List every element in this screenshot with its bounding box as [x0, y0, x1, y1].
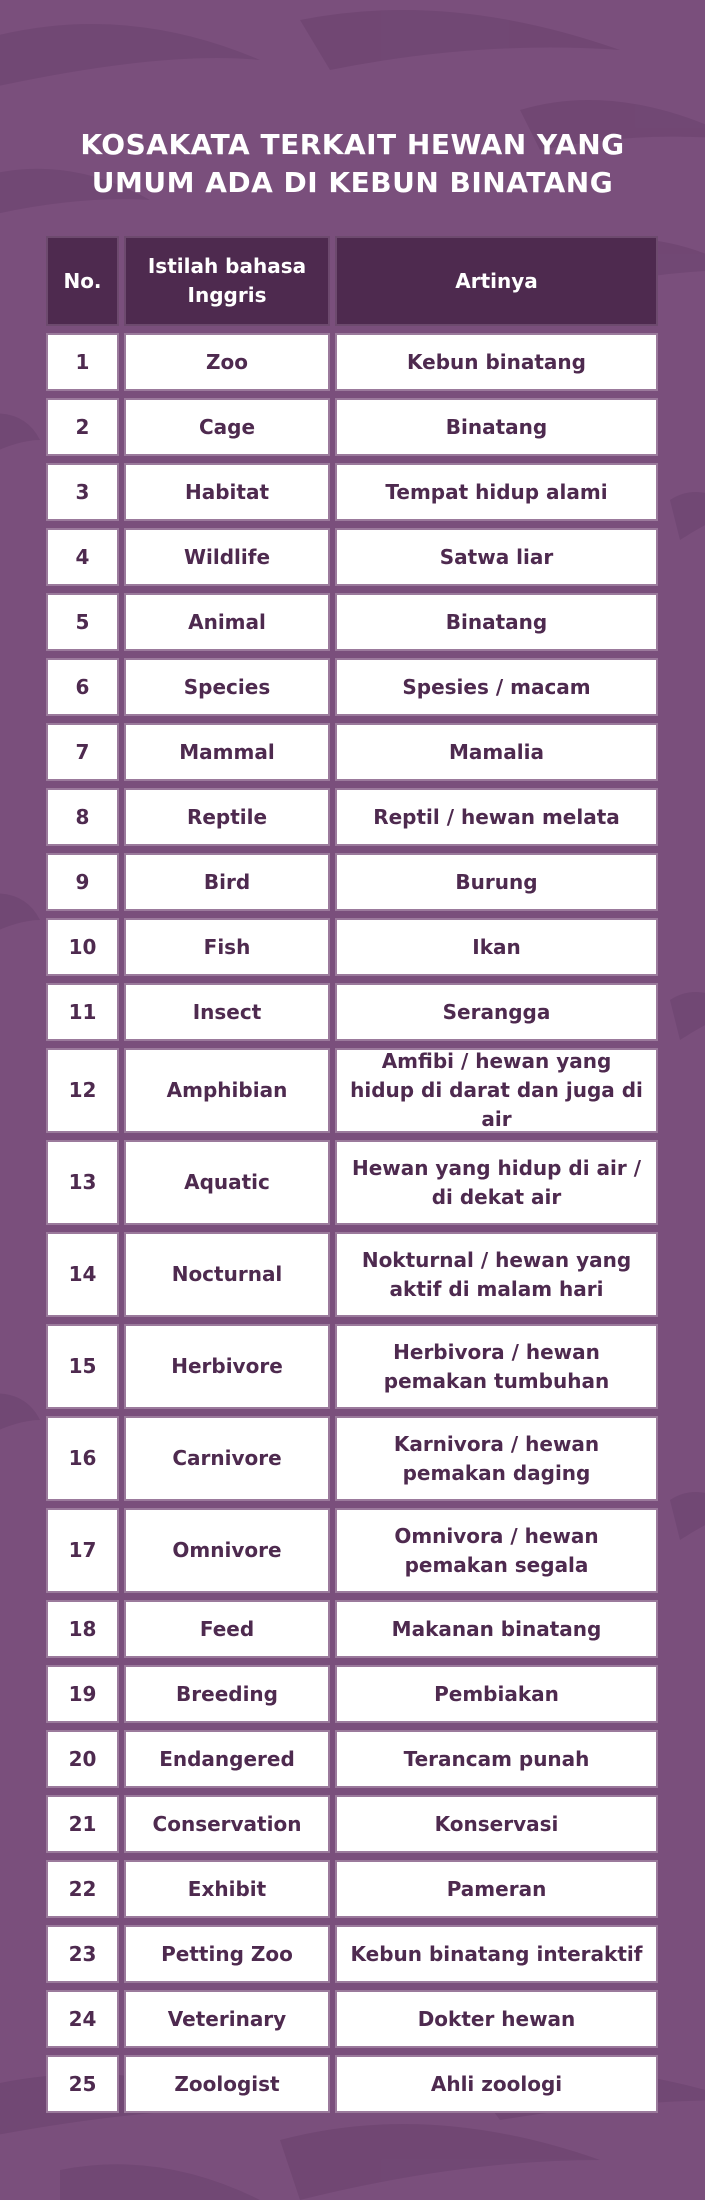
meaning: Amfibi / hewan yang hidup di darat dan juga di air: [335, 1048, 658, 1133]
table-row: [46, 593, 658, 651]
row-number: 13: [46, 1140, 119, 1225]
english-term: Mammal: [124, 723, 330, 781]
row-number: 9: [46, 853, 119, 911]
row-number: 17: [46, 1508, 119, 1593]
table-row: [46, 1665, 658, 1723]
table-row: [46, 1925, 658, 1983]
meaning: Burung: [335, 853, 658, 911]
meaning: Pameran: [335, 1860, 658, 1918]
row-number: 21: [46, 1795, 119, 1853]
row-number: 4: [46, 528, 119, 586]
page-title: KOSAKATA TERKAIT HEWAN YANG UMUM ADA DI KEBUN BINATANG: [80, 128, 625, 199]
english-term: Reptile: [124, 788, 330, 846]
meaning: Kebun binatang: [335, 333, 658, 391]
table-header-row: [46, 236, 658, 326]
meaning: Herbivora / hewan pemakan tumbuhan: [335, 1324, 658, 1409]
row-number: 3: [46, 463, 119, 521]
header-english-term: Istilah bahasa Inggris: [124, 236, 330, 326]
english-term: Wildlife: [124, 528, 330, 586]
table-row: [46, 1600, 658, 1658]
meaning: Reptil / hewan melata: [335, 788, 658, 846]
row-number: 2: [46, 398, 119, 456]
table-row: [46, 723, 658, 781]
english-term: Habitat: [124, 463, 330, 521]
english-term: Zoo: [124, 333, 330, 391]
meaning: Omnivora / hewan pemakan segala: [335, 1508, 658, 1593]
english-term: Breeding: [124, 1665, 330, 1723]
row-number: 7: [46, 723, 119, 781]
row-number: 1: [46, 333, 119, 391]
meaning: Satwa liar: [335, 528, 658, 586]
english-term: Endangered: [124, 1730, 330, 1788]
table-row: [46, 463, 658, 521]
meaning: Binatang: [335, 398, 658, 456]
meaning: Ikan: [335, 918, 658, 976]
english-term: Insect: [124, 983, 330, 1041]
row-number: 24: [46, 1990, 119, 2048]
english-term: Aquatic: [124, 1140, 330, 1225]
row-number: 5: [46, 593, 119, 651]
english-term: Exhibit: [124, 1860, 330, 1918]
english-term: Feed: [124, 1600, 330, 1658]
row-number: 16: [46, 1416, 119, 1501]
meaning: Serangga: [335, 983, 658, 1041]
meaning: Terancam punah: [335, 1730, 658, 1788]
row-number: 8: [46, 788, 119, 846]
row-number: 19: [46, 1665, 119, 1723]
meaning: Mamalia: [335, 723, 658, 781]
english-term: Carnivore: [124, 1416, 330, 1501]
english-term: Nocturnal: [124, 1232, 330, 1317]
english-term: Cage: [124, 398, 330, 456]
meaning: Ahli zoologi: [335, 2055, 658, 2113]
row-number: 6: [46, 658, 119, 716]
table-row: [46, 1140, 658, 1225]
table-row: [46, 918, 658, 976]
table-row: [46, 1324, 658, 1409]
row-number: 20: [46, 1730, 119, 1788]
table-row: [46, 853, 658, 911]
table-row: [46, 1860, 658, 1918]
table-row: [46, 658, 658, 716]
english-term: Bird: [124, 853, 330, 911]
meaning: Makanan binatang: [335, 1600, 658, 1658]
meaning: Dokter hewan: [335, 1990, 658, 2048]
meaning: Kebun binatang interaktif: [335, 1925, 658, 1983]
row-number: 18: [46, 1600, 119, 1658]
row-number: 25: [46, 2055, 119, 2113]
meaning: Konservasi: [335, 1795, 658, 1853]
header-meaning: Artinya: [335, 236, 658, 326]
table-row: [46, 1795, 658, 1853]
row-number: 15: [46, 1324, 119, 1409]
english-term: Conservation: [124, 1795, 330, 1853]
english-term: Herbivore: [124, 1324, 330, 1409]
vocabulary-table: [46, 236, 658, 2120]
english-term: Petting Zoo: [124, 1925, 330, 1983]
english-term: Veterinary: [124, 1990, 330, 2048]
english-term: Fish: [124, 918, 330, 976]
english-term: Species: [124, 658, 330, 716]
english-term: Omnivore: [124, 1508, 330, 1593]
table-row: [46, 2055, 658, 2113]
table-row: [46, 1730, 658, 1788]
table-row: [46, 1416, 658, 1501]
row-number: 23: [46, 1925, 119, 1983]
table-row: [46, 398, 658, 456]
meaning: Hewan yang hidup di air / di dekat air: [335, 1140, 658, 1225]
meaning: Binatang: [335, 593, 658, 651]
table-row: [46, 1990, 658, 2048]
row-number: 11: [46, 983, 119, 1041]
table-row: [46, 1508, 658, 1593]
table-row: [46, 983, 658, 1041]
english-term: Amphibian: [124, 1048, 330, 1133]
row-number: 10: [46, 918, 119, 976]
row-number: 14: [46, 1232, 119, 1317]
row-number: 22: [46, 1860, 119, 1918]
meaning: Spesies / macam: [335, 658, 658, 716]
table-row: [46, 1048, 658, 1133]
table-row: [46, 788, 658, 846]
meaning: Pembiakan: [335, 1665, 658, 1723]
header-no: No.: [46, 236, 119, 326]
table-row: [46, 1232, 658, 1317]
english-term: Zoologist: [124, 2055, 330, 2113]
row-number: 12: [46, 1048, 119, 1133]
meaning: Karnivora / hewan pemakan daging: [335, 1416, 658, 1501]
table-row: [46, 333, 658, 391]
meaning: Tempat hidup alami: [335, 463, 658, 521]
table-row: [46, 528, 658, 586]
english-term: Animal: [124, 593, 330, 651]
meaning: Nokturnal / hewan yang aktif di malam hari: [335, 1232, 658, 1317]
